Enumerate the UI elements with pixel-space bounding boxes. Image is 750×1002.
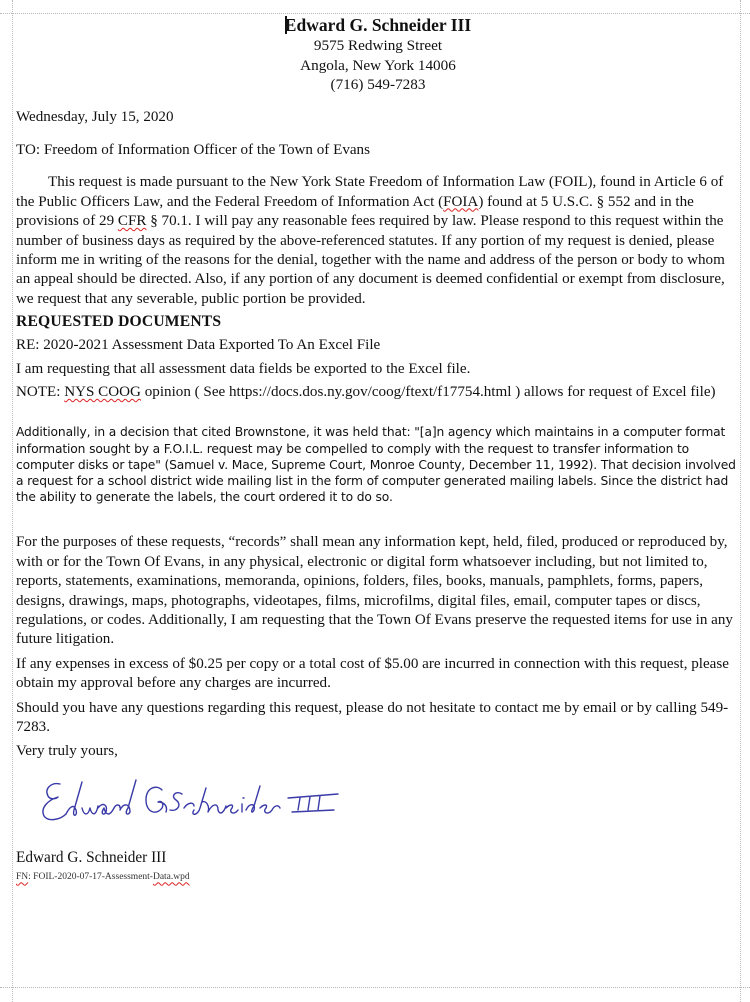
document-page[interactable]	[16, 14, 740, 883]
records-definition-paragraph: For the purposes of these requests, “records” shall mean any information kept, held, filed, produced or reproduced by, with or for the Town Of Evans, in any physical, electronic or digital form whatsoever including, but not limited to, reports, statements, examinations, memoranda, opinions, folders, files, books, manuals, pamphlets, forms, papers, designs, drawings, maps, photographs, videotapes, films, microfilms, digital files, email, computer tapes or discs, regulations, or codes. Additionally, I am requesting that the Town Of Evans preserve the requested items for use in any future litigation.	[16, 534, 733, 648]
brownstone-paragraph: Additionally, in a decision that cited Brownstone, it was held that: "[a]n agency which maintains in a computer format information sought by a F.O.I.L. request may be compelled to comply with the request to transfer information to computer disks or tape" (Samuel v. Mace, Supreme Court, Monroe County, December 11, 1992). That decision involved a request for a school district wide mailing list in the form of computer generated mailing labels. Since the district had the ability to generate the labels, the court ordered it to do so.	[16, 425, 736, 505]
handwritten-signature	[16, 762, 740, 838]
spellcheck-fn[interactable]: FN	[16, 872, 29, 883]
intro-text-3: § 70.1. I will pay any reasonable fees required by law. Please respond to this request within the number of business days as required by the above-referenced statutes. If any portion of my request is denied, please inform me in writing of the reasons for the denial, together with the name and address of the person or body to whom an appeal should be directed. Also, if any portion of any document is deemed confidential or exempt from disclosure, we request that any severable, public portion be provided.	[16, 213, 725, 307]
letter-date: Wednesday, July 15, 2020	[16, 108, 174, 125]
note-text: opinion ( See https://docs.dos.ny.gov/coog/ftext/f17754.html ) allows for request of Excel file)	[140, 383, 716, 400]
expenses-paragraph: If any expenses in excess of $0.25 per copy or a total cost of $5.00 are incurred in connection with this request, please obtain my approval before any charges are incurred.	[16, 655, 729, 692]
intro-paragraph	[16, 173, 740, 309]
letterhead-phone: (716) 549-7283	[330, 76, 426, 93]
letterhead-name: Edward G. Schneider III	[284, 15, 472, 35]
spellcheck-foia[interactable]: FOIA	[443, 193, 479, 210]
footer-filename-text: : FOIL-2020-07-17-Assessment-	[28, 872, 153, 883]
left-margin-guide	[12, 0, 13, 1002]
letterhead-street: 9575 Redwing Street	[313, 37, 443, 54]
closing: Very truly yours,	[16, 743, 118, 760]
bottom-margin-guide	[0, 987, 750, 988]
letterhead-name-line	[16, 14, 740, 36]
spellcheck-cfr[interactable]: CFR	[117, 213, 147, 230]
letterhead-city: Angola, New York 14006	[300, 56, 456, 74]
request-line: I am requesting that all assessment data fields be exported to the Excel file.	[16, 360, 471, 377]
signature-image	[38, 770, 358, 830]
re-line: RE: 2020-2021 Assessment Data Exported To An Excel File	[16, 337, 381, 354]
typed-signature-name: Edward G. Schneider III	[16, 848, 167, 866]
note-paragraph	[16, 383, 740, 402]
intro-text-2: ) found at 5 U.S.C. § 552 and in the provisions of 29	[16, 193, 694, 230]
right-margin-guide	[740, 0, 741, 1002]
recipient-line: TO: Freedom of Information Officer of the Town of Evans	[16, 141, 370, 158]
spellcheck-nys-coog[interactable]: NYS COOG	[64, 383, 141, 400]
letterhead	[16, 14, 740, 95]
spellcheck-filename-tail[interactable]: Data.wpd	[152, 872, 190, 883]
intro-text-1: This request is made pursuant to the New York State Freedom of Information Law (FOIL), found in Article 6 of the Public Officers Law, and the Federal Freedom of Information Act (	[16, 174, 724, 210]
footer-filename	[16, 871, 740, 883]
note-prefix: NOTE:	[16, 383, 65, 400]
requested-documents-heading: REQUESTED DOCUMENTS	[16, 313, 222, 331]
questions-paragraph: Should you have any questions regarding this request, please do not hesitate to contact me by email or by calling 549-7283.	[16, 699, 729, 736]
